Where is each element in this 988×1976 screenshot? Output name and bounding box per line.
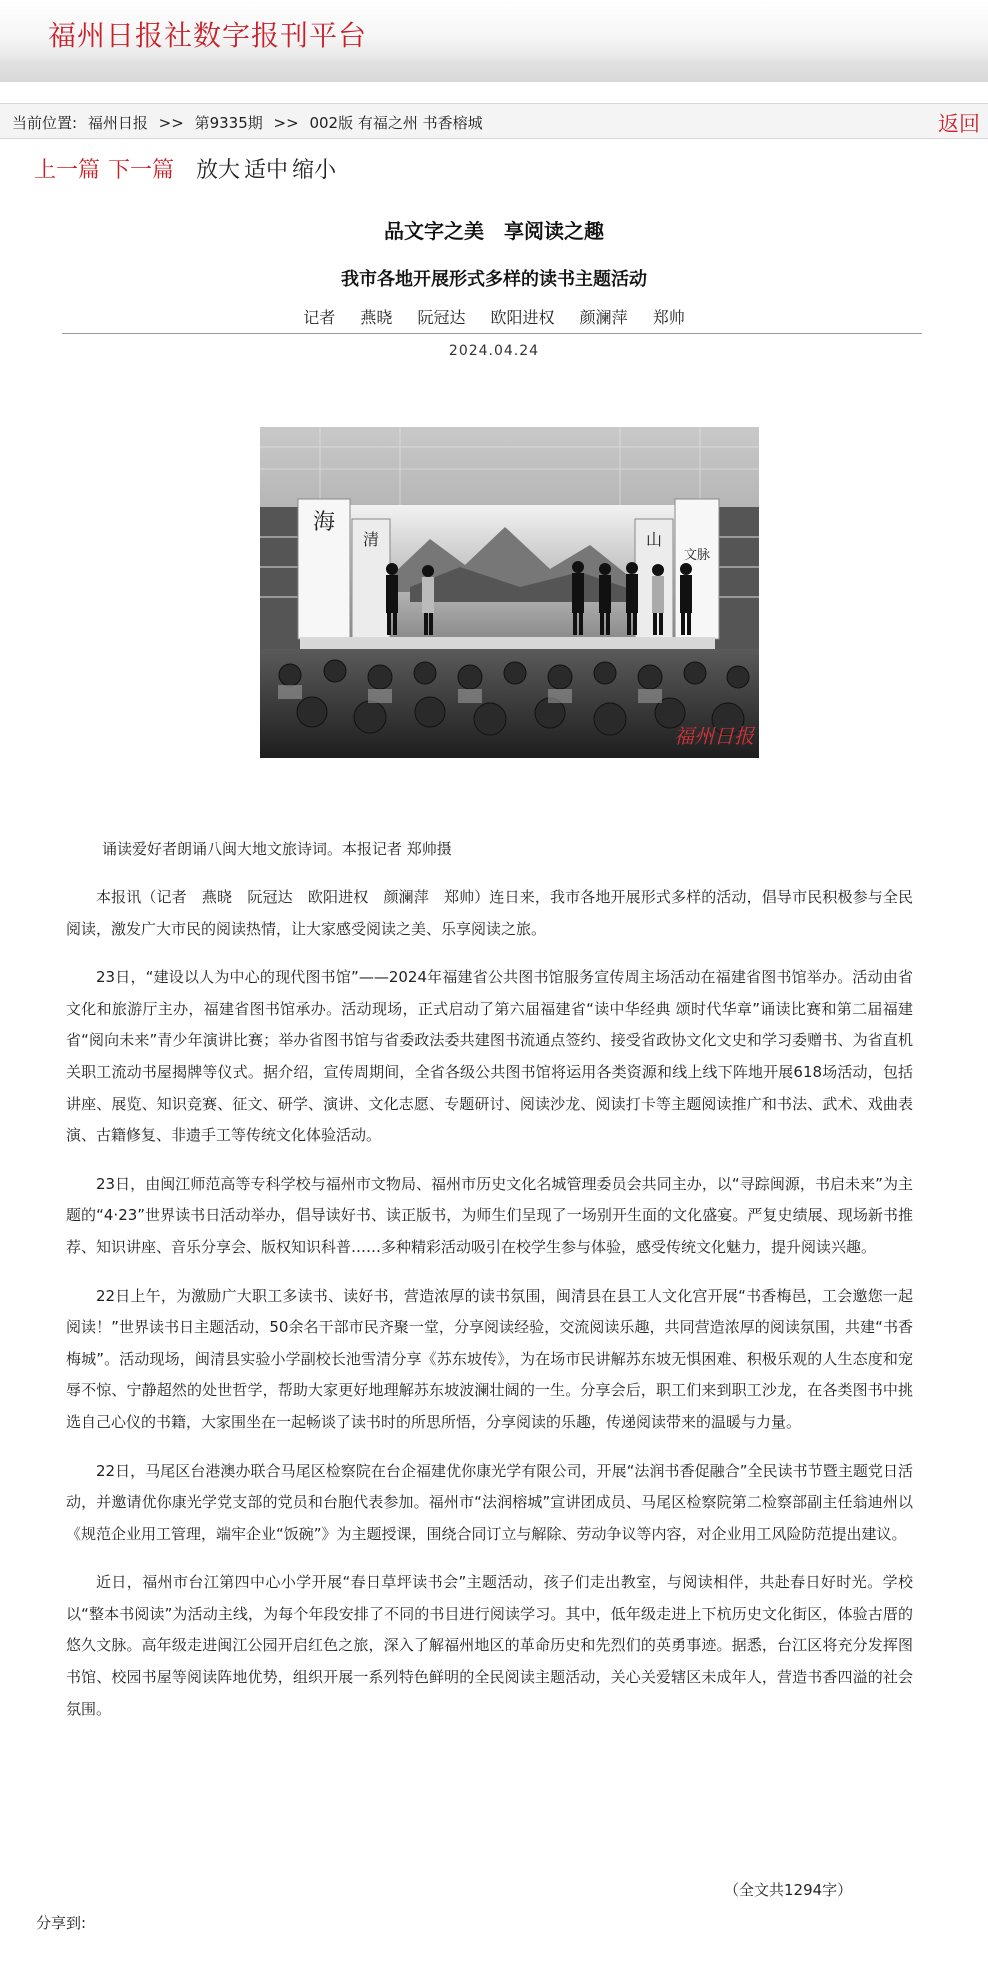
article-subtitle: 我市各地开展形式多样的读书主题活动 xyxy=(341,269,647,290)
breadcrumb-bar xyxy=(0,103,988,139)
next-article-link[interactable]: 下一篇 xyxy=(108,158,175,183)
body-paragraph: 本报讯（记者 燕晓 阮冠达 欧阳进权 颜澜萍 郑帅）连日来，我市各地开展形式多样的活动，倡导市民积极参与全民阅读，激发广大市民的阅读热情，让大家感受阅读之美、乐享阅读之旅。 xyxy=(66,888,913,938)
body-paragraph: 22日，马尾区台港澳办联合马尾区检察院在台企福建优你康光学有限公司，开展“法润书香促融合”全民读书节暨主题党日活动，并邀请优你康光学党支部的党员和台胞代表参加。福州市“法润榕城”宣讲团成员、马尾区检察院第二检察部副主任翁迪州以《规范企业用工管理，端牢企业“饭碗”》为主题授课，围绕合同订立与解除、劳动争议等内容，对企业用工风险防范提出建议。 xyxy=(66,1461,913,1543)
breadcrumb-item-paper[interactable]: 福州日报 xyxy=(87,114,148,132)
title-divider xyxy=(62,333,922,334)
breadcrumb-label: 当前位置: xyxy=(12,114,78,132)
body-paragraph: 近日，福州市台江第四中心小学开展“春日草坪读书会”主题活动，孩子们走出教室，与阅读相伴，共赴春日好时光。学校以“整本书阅读”为活动主线，为每个年段安排了不同的书目进行阅读学习。其中，低年级走进上下杭历史文化街区，体验古厝的悠久文脉。高年级走进闽江公园开启红色之旅，深入了解福州地区的革命历史和先烈们的英勇事迹。据悉，台江区将充分发挥图书馆、校园书屋等阅读阵地优势，组织开展一系列特色鲜明的全民阅读主题活动，关心关爱辖区未成年人，营造书香四溢的社会氛围。 xyxy=(66,1573,913,1718)
share-label: 分享到: xyxy=(36,1914,87,1932)
prev-article-link[interactable]: 上一篇 xyxy=(34,158,101,183)
author-label: 记者 xyxy=(303,308,336,327)
site-logo[interactable]: 福州日报社数字报刊平台 xyxy=(48,19,368,52)
breadcrumb-item-page[interactable]: 002版 有福之州 书香榕城 xyxy=(309,114,483,132)
photo-watermark: 福州日报 xyxy=(674,724,754,748)
zoom-out-button[interactable]: 缩小 xyxy=(292,158,337,183)
breadcrumb-separator: >> xyxy=(273,114,299,132)
breadcrumb-separator: >> xyxy=(158,114,184,132)
author-name: 欧阳进权 xyxy=(490,308,555,327)
banner-text: 清 xyxy=(362,530,380,549)
article-toolbar xyxy=(34,153,340,184)
photo-illustration xyxy=(260,427,759,758)
body-paragraph: 23日，由闽江师范高等专科学校与福州市文物局、福州市历史文化名城管理委员会共同主办，以“寻踪闽源，书启未来”为主题的“4·23”世界读书日活动举办，倡导读好书、读正版书，为师生们呈现了一场别开生面的文化盛宴。严复史绩展、现场新书推荐、知识讲座、音乐分享会、版权知识科普……多种精彩活动吸引在校学生参与体验，感受传统文化魅力，提升阅读兴趣。 xyxy=(66,1174,913,1256)
article-date: 2024.04.24 xyxy=(448,343,540,359)
word-count: （全文共1294字） xyxy=(724,1881,853,1899)
author-name: 颜澜萍 xyxy=(579,308,628,327)
breadcrumb-item-issue[interactable]: 第9335期 xyxy=(194,114,263,132)
header-band xyxy=(0,60,988,82)
article-authors xyxy=(0,305,988,328)
article-body xyxy=(66,882,913,1742)
author-name: 郑帅 xyxy=(652,308,685,327)
breadcrumb xyxy=(12,112,489,133)
back-link[interactable]: 返回 xyxy=(938,112,980,136)
body-paragraph: 22日上午，为激励广大职工多读书、读好书，营造浓厚的读书氛围，闽清县在县工人文化宫开展“书香梅邑，工会邀您一起阅读！”世界读书日主题活动，50余名干部市民齐聚一堂，分享阅读经验，交流阅读乐趣，共同营造浓厚的阅读氛围，共建“书香梅城”。活动现场，闽清县实验小学副校长池雪清分享《苏东坡传》，为在场市民讲解苏东坡无惧困难、积极乐观的人生态度和宠辱不惊、宁静超然的处世哲学，帮助大家更好地理解苏东坡波澜壮阔的一生。分享会后，职工们来到职工沙龙，在各类图书中挑选自己心仪的书籍，大家围坐在一起畅谈了读书时的所思所悟，分享阅读的乐趣，传递阅读带来的温暖与力量。 xyxy=(66,1286,913,1431)
author-name: 阮冠达 xyxy=(417,308,466,327)
banner-text: 山 xyxy=(645,530,663,549)
article-title: 品文字之美 享阅读之趣 xyxy=(384,219,604,243)
banner-text: 海 xyxy=(312,510,336,535)
author-name: 燕晓 xyxy=(360,308,393,327)
body-paragraph: 23日，“建设以人为中心的现代图书馆”——2024年福建省公共图书馆服务宣传周主场活动在福建省图书馆举办。活动由省文化和旅游厅主办，福建省图书馆承办。活动现场，正式启动了第六届福建省“读中华经典 颂时代华章”诵读比赛和第二届福建省“阅向未来”青少年演讲比赛；举办省图书馆与省委政法委共建图书流通点签约、接受省政协文化文史和学习委赠书、为省直机关职工流动书屋揭牌等仪式。据介绍，宣传周期间，全省各级公共图书馆将运用各类资源和线上线下阵地开展618场活动，包括讲座、展览、知识竞赛、征文、研学、演讲、文化志愿、专题研讨、阅读沙龙、阅读打卡等主题阅读推广和书法、武术、戏曲表演、古籍修复、非遗手工等传统文化体验活动。 xyxy=(66,968,913,1145)
article-photo[interactable] xyxy=(260,427,759,758)
banner-text: 文脉 xyxy=(683,548,711,563)
zoom-in-button[interactable]: 放大 xyxy=(196,158,241,183)
zoom-fit-button[interactable]: 适中 xyxy=(244,158,289,183)
site-header xyxy=(0,0,988,60)
photo-caption: 诵读爱好者朗诵八闽大地文旅诗词。本报记者 郑帅摄 xyxy=(102,840,452,858)
